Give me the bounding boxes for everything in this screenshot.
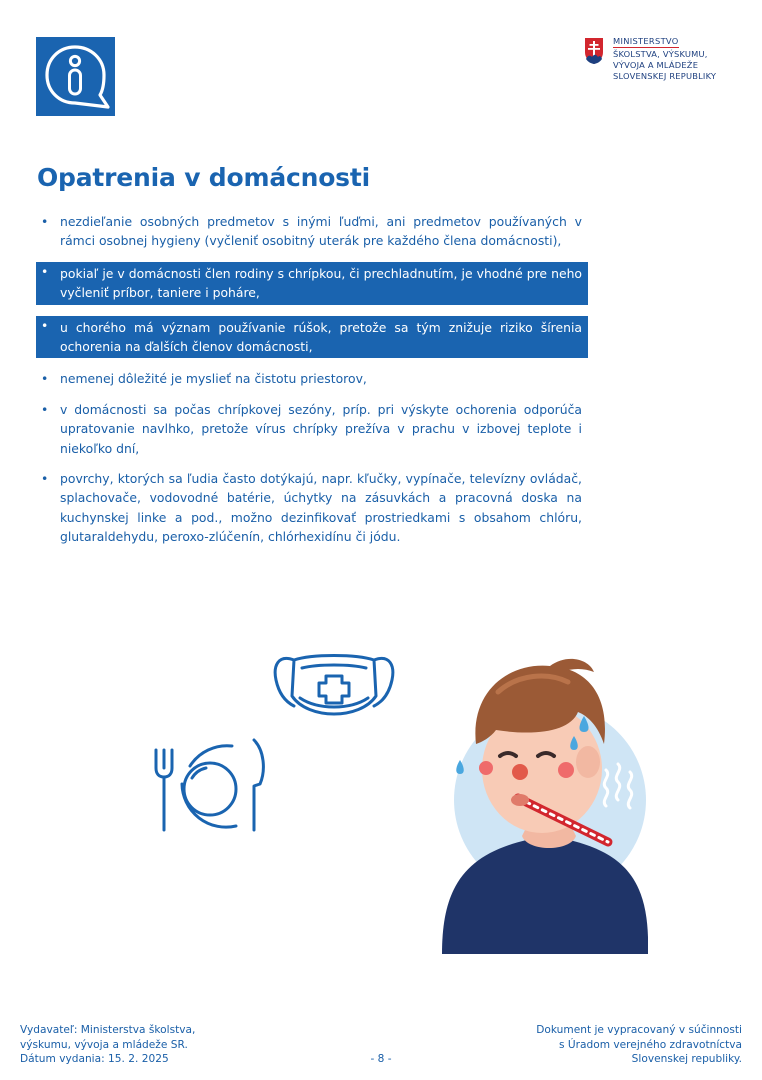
footer-publisher: Vydavateľ: Ministerstva školstva, výskumu, vývoja a mládeže SR. Dátum vydania: 15. 2. 2025 <box>20 1024 196 1065</box>
list-item-highlighted: • pokiaľ je v domácnosti člen rodiny s chrípkou, či prechladnutím, je vhodné pre neho vyčleniť príbor, taniere i poháre, <box>36 262 588 305</box>
list-item: • v domácnosti sa počas chrípkovej sezóny, príp. pri výskyte ochorenia odporúča upratovanie navlhko, pretože vírus chrípky prežíva v prachu v izbovej teplote i niekoľko dní, <box>36 400 588 458</box>
sick-person-thermometer-illustration <box>438 652 648 957</box>
footer-collaboration: Dokument je vypracovaný v súčinnosti s Úradom verejného zdravotníctva Slovenskej republiky. <box>536 1024 742 1065</box>
plate-cutlery-icon <box>150 732 268 836</box>
slovak-crest-icon <box>584 37 604 65</box>
list-item: • nemenej dôležité je myslieť na čistotu priestorov, <box>36 369 588 388</box>
list-item: • nezdieľanie osobných predmetov s inými ľuďmi, ani predmetov používaných v rámci osobnej hygieny (vyčleniť osobitný uterák pre každého člena domácnosti), <box>36 212 588 251</box>
measures-list <box>36 212 588 558</box>
face-mask-icon <box>272 650 396 726</box>
page-title: Opatrenia v domácnosti <box>37 163 370 192</box>
page-number: - 8 - <box>370 1053 392 1065</box>
info-icon-box <box>36 37 115 116</box>
info-icon <box>36 37 115 116</box>
list-item: • povrchy, ktorých sa ľudia často dotýkajú, napr. kľučky, vypínače, televízny ovládač, splachovače, vodovodné batérie, úchytky na zásuvkách a pracovná doska na kuchynskej linke a pod., možno dezinfikovať prostriedkami s obsahom chlóru, glutaraldehydu, peroxo-zlúčenín, chlórhexidínu či jódu. <box>36 469 588 547</box>
ministry-name-rest: ŠKOLSTVA, VÝSKUMU, VÝVOJA A MLÁDEŽE SLOVENSKEJ REPUBLIKY <box>613 49 717 81</box>
ministry-logo <box>584 36 744 86</box>
list-item-highlighted: • u chorého má význam používanie rúšok, pretože sa tým znižuje riziko šírenia ochorenia na ďalších členov domácnosti, <box>36 316 588 359</box>
ministry-name-line1: MINISTERSTVO <box>613 36 679 46</box>
